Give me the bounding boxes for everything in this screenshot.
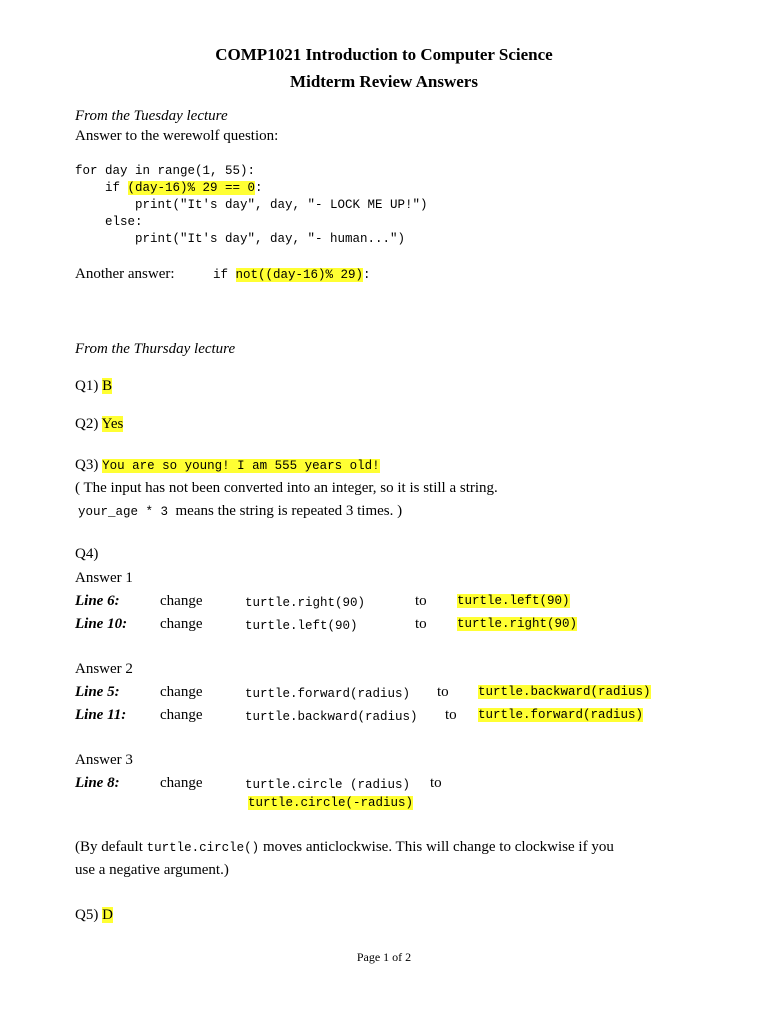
q2-label: Q2) xyxy=(75,416,99,432)
a3-line8-new: turtle.circle(-radius) xyxy=(248,796,414,810)
q1-label: Q1) xyxy=(75,378,99,394)
code-line-2-suffix: : xyxy=(255,181,263,195)
another-answer-label: Another answer: xyxy=(75,266,175,282)
a1-line10-new: turtle.right(90) xyxy=(457,617,578,631)
answer-2-label: Answer 2 xyxy=(75,661,133,677)
q5-label: Q5) xyxy=(75,907,99,923)
document-title: COMP1021 Introduction to Computer Science xyxy=(215,45,553,64)
q3-note-line-1: ( The input has not been converted into an integer, so it is still a string. xyxy=(75,480,498,496)
a2-line11-new: turtle.forward(radius) xyxy=(478,708,644,722)
another-answer-prefix: if xyxy=(213,268,236,282)
document-subtitle: Midterm Review Answers xyxy=(290,72,478,91)
a1-line10-change: change xyxy=(160,616,203,632)
q3-note-line-2 xyxy=(78,503,402,520)
a2-line5-new: turtle.backward(radius) xyxy=(478,685,651,699)
another-answer-highlight: not((day-16)% 29) xyxy=(235,268,364,282)
a2-line5-label: Line 5: xyxy=(75,684,120,700)
a2-line11-from: turtle.backward(radius) xyxy=(245,710,418,724)
a3-line8-from: turtle.circle (radius) xyxy=(245,778,411,792)
q5 xyxy=(75,907,113,924)
code-line-2-highlight: (day-16)% 29 == 0 xyxy=(127,181,256,195)
circle-note-suffix: moves anticlockwise. This will change to clockwise if you xyxy=(259,839,614,855)
circle-note-line-1 xyxy=(75,839,614,856)
thursday-heading: From the Thursday lecture xyxy=(75,341,236,357)
a1-line6-to: to xyxy=(415,593,427,609)
code-line-2 xyxy=(75,181,263,195)
q5-answer: D xyxy=(102,907,113,923)
code-line-2-prefix: if xyxy=(75,181,128,195)
q2-answer: Yes xyxy=(101,416,124,432)
circle-note-line-2: use a negative argument.) xyxy=(75,862,229,878)
a2-line11-to: to xyxy=(445,707,457,723)
q1 xyxy=(75,378,112,395)
a1-line10-to: to xyxy=(415,616,427,632)
another-answer-code xyxy=(213,268,371,282)
a1-line10-label: Line 10: xyxy=(75,616,128,632)
q3-label: Q3) xyxy=(75,457,99,473)
a1-line6-new: turtle.left(90) xyxy=(457,594,570,608)
q3 xyxy=(75,457,380,474)
another-answer-suffix: : xyxy=(363,268,371,282)
a2-line5-to: to xyxy=(437,684,449,700)
answer-1-label: Answer 1 xyxy=(75,570,133,586)
q3-note-text: means the string is repeated 3 times. ) xyxy=(175,503,403,519)
q2 xyxy=(75,416,123,433)
answer-3-label: Answer 3 xyxy=(75,752,133,768)
werewolf-intro: Answer to the werewolf question: xyxy=(75,128,279,144)
circle-note-prefix: (By default xyxy=(75,839,147,855)
a1-line10-from: turtle.left(90) xyxy=(245,619,358,633)
a2-line5-from: turtle.forward(radius) xyxy=(245,687,411,701)
q3-answer: You are so young! I am 555 years old! xyxy=(102,459,380,473)
a3-line8-change: change xyxy=(160,775,203,791)
a3-line8-label: Line 8: xyxy=(75,775,120,791)
code-line-5: print("It's day", day, "- human...") xyxy=(75,232,406,246)
a1-line6-change: change xyxy=(160,593,203,609)
a1-line6-label: Line 6: xyxy=(75,593,120,609)
code-line-1: for day in range(1, 55): xyxy=(75,164,256,178)
circle-note-code: turtle.circle() xyxy=(146,841,260,855)
q1-answer: B xyxy=(102,378,113,394)
q4-label: Q4) xyxy=(75,546,99,562)
a1-line6-from: turtle.right(90) xyxy=(245,596,366,610)
tuesday-heading: From the Tuesday lecture xyxy=(75,108,228,124)
a3-line8-to: to xyxy=(430,775,442,791)
a2-line5-change: change xyxy=(160,684,203,700)
q3-note-code: your_age * 3 xyxy=(78,505,169,519)
code-line-4: else: xyxy=(75,215,143,229)
a2-line11-label: Line 11: xyxy=(75,707,127,723)
a2-line11-change: change xyxy=(160,707,203,723)
code-line-3: print("It's day", day, "- LOCK ME UP!") xyxy=(75,198,428,212)
page-number: Page 1 of 2 xyxy=(356,950,412,964)
